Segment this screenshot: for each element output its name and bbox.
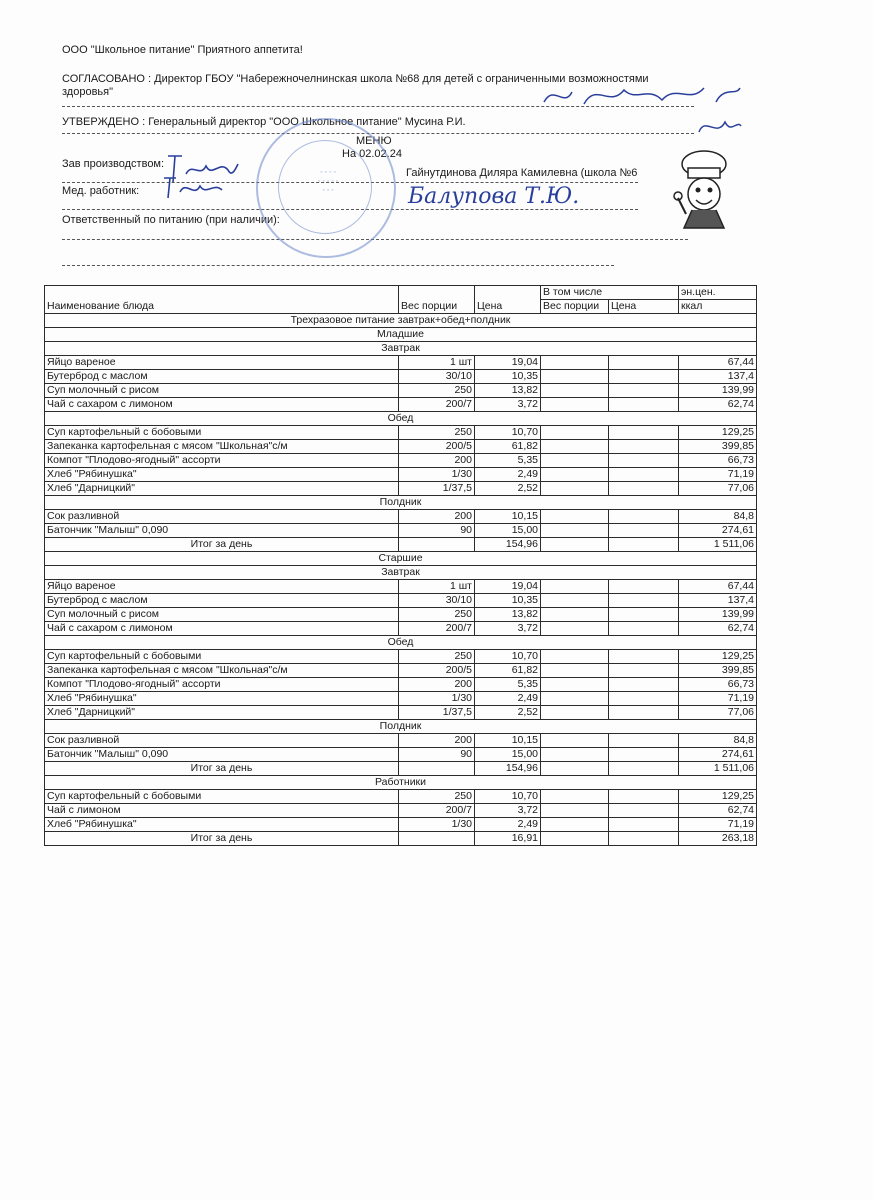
portion-weight: 200/5: [399, 664, 475, 678]
col-incl-header: В том числе: [541, 286, 679, 300]
energy-value: 71,19: [679, 818, 757, 832]
energy-value: 71,19: [679, 468, 757, 482]
incl-weight: [541, 818, 609, 832]
total-row: [45, 762, 757, 776]
table-row: [45, 440, 757, 454]
price: 3,72: [475, 398, 541, 412]
incl-price: [609, 608, 679, 622]
price: 10,70: [475, 650, 541, 664]
portion-weight: 200: [399, 734, 475, 748]
energy-value: 129,25: [679, 790, 757, 804]
incl-weight: [541, 762, 609, 776]
approved-signature-line: [62, 133, 694, 134]
incl-weight: [541, 622, 609, 636]
price: 2,49: [475, 818, 541, 832]
incl-weight: [541, 664, 609, 678]
energy-value: 77,06: [679, 482, 757, 496]
dish-name: Яйцо вареное: [45, 580, 399, 594]
incl-price: [609, 622, 679, 636]
incl-weight: [541, 454, 609, 468]
incl-price: [609, 524, 679, 538]
price: 154,96: [475, 762, 541, 776]
portion-weight: 90: [399, 748, 475, 762]
dish-name: Чай с сахаром с лимоном: [45, 398, 399, 412]
col-incl-price-header: Цена: [609, 300, 679, 314]
section-row: [45, 496, 757, 510]
section-label: Старшие: [45, 552, 757, 566]
table-row: [45, 398, 757, 412]
incl-price: [609, 818, 679, 832]
table-row: [45, 608, 757, 622]
dish-name: Чай с сахаром с лимоном: [45, 622, 399, 636]
price: 10,15: [475, 510, 541, 524]
energy-value: 399,85: [679, 664, 757, 678]
energy-value: 84,8: [679, 734, 757, 748]
portion-weight: 250: [399, 384, 475, 398]
incl-price: [609, 692, 679, 706]
table-row: [45, 818, 757, 832]
head-name: Гайнутдинова Диляра Камилевна (школа №6: [406, 167, 638, 179]
price: 10,70: [475, 426, 541, 440]
portion-weight: 1/30: [399, 692, 475, 706]
incl-weight: [541, 524, 609, 538]
table-row: [45, 748, 757, 762]
section-label: Завтрак: [45, 566, 757, 580]
table-row: [45, 664, 757, 678]
section-row: [45, 412, 757, 426]
table-row: [45, 384, 757, 398]
menu-title: МЕНЮ: [356, 135, 392, 147]
incl-weight: [541, 804, 609, 818]
incl-price: [609, 650, 679, 664]
section-label: Полдник: [45, 720, 757, 734]
table-row: [45, 510, 757, 524]
portion-weight: [399, 538, 475, 552]
table-row: [45, 650, 757, 664]
incl-price: [609, 594, 679, 608]
approved-line: УТВЕРЖДЕНО : Генеральный директор "ООО Школьное питание" Мусина Р.И.: [62, 116, 466, 128]
dish-name: Яйцо вареное: [45, 356, 399, 370]
incl-weight: [541, 734, 609, 748]
dish-name: Сок разливной: [45, 734, 399, 748]
incl-price: [609, 538, 679, 552]
dish-name: Компот "Плодово-ягодный" ассорти: [45, 678, 399, 692]
table-row: [45, 482, 757, 496]
company-line: ООО "Школьное питание" Приятного аппетита!: [62, 44, 303, 56]
col-energy-unit: ккал: [679, 300, 757, 314]
energy-value: 137,4: [679, 594, 757, 608]
table-row: [45, 356, 757, 370]
price: 13,82: [475, 384, 541, 398]
energy-value: 62,74: [679, 398, 757, 412]
dish-name: Батончик "Малыш" 0,090: [45, 748, 399, 762]
section-label: Младшие: [45, 328, 757, 342]
energy-value: 71,19: [679, 692, 757, 706]
portion-weight: 1 шт: [399, 580, 475, 594]
section-label: Полдник: [45, 496, 757, 510]
portion-weight: 250: [399, 650, 475, 664]
energy-value: 62,74: [679, 622, 757, 636]
incl-price: [609, 426, 679, 440]
dish-name: Суп картофельный с бобовыми: [45, 790, 399, 804]
portion-weight: 250: [399, 426, 475, 440]
col-price-header: Цена: [475, 286, 541, 314]
incl-weight: [541, 538, 609, 552]
incl-weight: [541, 370, 609, 384]
total-label: Итог за день: [45, 538, 399, 552]
dish-name: Суп картофельный с бобовыми: [45, 650, 399, 664]
incl-weight: [541, 692, 609, 706]
price: 13,82: [475, 608, 541, 622]
energy-value: 1 511,06: [679, 538, 757, 552]
energy-value: 137,4: [679, 370, 757, 384]
incl-price: [609, 384, 679, 398]
incl-weight: [541, 468, 609, 482]
price: 16,91: [475, 832, 541, 846]
table-row: [45, 790, 757, 804]
energy-value: 139,99: [679, 384, 757, 398]
section-label: Завтрак: [45, 342, 757, 356]
price: 2,52: [475, 482, 541, 496]
responsible-signature-line: [62, 239, 688, 240]
portion-weight: [399, 832, 475, 846]
price: 15,00: [475, 524, 541, 538]
portion-weight: [399, 762, 475, 776]
dish-name: Хлеб "Рябинушка": [45, 692, 399, 706]
price: 10,35: [475, 370, 541, 384]
portion-weight: 1/30: [399, 818, 475, 832]
price: 2,49: [475, 468, 541, 482]
table-title-row: [45, 314, 757, 328]
table-row: [45, 580, 757, 594]
incl-weight: [541, 650, 609, 664]
extra-signature-line: [62, 265, 614, 266]
incl-price: [609, 370, 679, 384]
dish-name: Суп молочный с рисом: [45, 384, 399, 398]
incl-price: [609, 706, 679, 720]
table-row: [45, 524, 757, 538]
table-row: [45, 370, 757, 384]
table-row: [45, 622, 757, 636]
incl-price: [609, 468, 679, 482]
price: 5,35: [475, 678, 541, 692]
price: 2,52: [475, 706, 541, 720]
portion-weight: 250: [399, 790, 475, 804]
price: 15,00: [475, 748, 541, 762]
incl-weight: [541, 608, 609, 622]
energy-value: 67,44: [679, 356, 757, 370]
table-row: [45, 706, 757, 720]
energy-value: 139,99: [679, 608, 757, 622]
total-label: Итог за день: [45, 762, 399, 776]
incl-price: [609, 664, 679, 678]
portion-weight: 200: [399, 454, 475, 468]
portion-weight: 30/10: [399, 594, 475, 608]
price: 2,49: [475, 692, 541, 706]
table-header-row: [45, 286, 757, 300]
energy-value: 84,8: [679, 510, 757, 524]
section-row: [45, 342, 757, 356]
incl-price: [609, 398, 679, 412]
portion-weight: 1 шт: [399, 356, 475, 370]
energy-value: 263,18: [679, 832, 757, 846]
dish-name: Компот "Плодово-ягодный" ассорти: [45, 454, 399, 468]
portion-weight: 30/10: [399, 370, 475, 384]
energy-value: 399,85: [679, 440, 757, 454]
price: 10,15: [475, 734, 541, 748]
dish-name: Суп молочный с рисом: [45, 608, 399, 622]
dish-name: Суп картофельный с бобовыми: [45, 426, 399, 440]
dish-name: Запеканка картофельная с мясом "Школьная"с/м: [45, 440, 399, 454]
medic-initial-signature: [158, 172, 226, 204]
section-row: [45, 720, 757, 734]
portion-weight: 1/30: [399, 468, 475, 482]
energy-value: 62,74: [679, 804, 757, 818]
incl-weight: [541, 594, 609, 608]
price: 10,35: [475, 594, 541, 608]
incl-weight: [541, 510, 609, 524]
incl-price: [609, 832, 679, 846]
col-energy-header: эн.цен.: [679, 286, 757, 300]
medic-signature: Балупова Т.Ю.: [408, 184, 580, 209]
incl-price: [609, 356, 679, 370]
incl-weight: [541, 356, 609, 370]
incl-weight: [541, 678, 609, 692]
table-row: [45, 804, 757, 818]
dish-name: Бутерброд с маслом: [45, 594, 399, 608]
energy-value: 274,61: [679, 524, 757, 538]
table-row: [45, 426, 757, 440]
price: 5,35: [475, 454, 541, 468]
medic-label: Мед. работник:: [62, 185, 140, 197]
portion-weight: 250: [399, 608, 475, 622]
energy-value: 274,61: [679, 748, 757, 762]
incl-weight: [541, 440, 609, 454]
table-row: [45, 468, 757, 482]
agreed-continuation: здоровья": [62, 86, 114, 98]
portion-weight: 200: [399, 510, 475, 524]
portion-weight: 1/37,5: [399, 706, 475, 720]
col-name-header: Наименование блюда: [45, 286, 399, 314]
price: 154,96: [475, 538, 541, 552]
dish-name: Батончик "Малыш" 0,090: [45, 524, 399, 538]
section-label: Обед: [45, 412, 757, 426]
energy-value: 67,44: [679, 580, 757, 594]
incl-price: [609, 762, 679, 776]
menu-table: [44, 285, 757, 846]
price: 61,82: [475, 664, 541, 678]
incl-price: [609, 482, 679, 496]
col-weight-header: Вес порции: [399, 286, 475, 314]
dish-name: Хлеб "Рябинушка": [45, 468, 399, 482]
incl-price: [609, 580, 679, 594]
total-row: [45, 832, 757, 846]
portion-weight: 200/7: [399, 804, 475, 818]
incl-weight: [541, 580, 609, 594]
table-title: Трехразовое питание завтрак+обед+полдник: [45, 314, 757, 328]
price: 61,82: [475, 440, 541, 454]
director-signature: [540, 78, 745, 112]
incl-price: [609, 790, 679, 804]
energy-value: 66,73: [679, 454, 757, 468]
portion-weight: 90: [399, 524, 475, 538]
section-row: [45, 776, 757, 790]
incl-price: [609, 748, 679, 762]
portion-weight: 200: [399, 678, 475, 692]
incl-weight: [541, 790, 609, 804]
responsible-label: Ответственный по питанию (при наличии):: [62, 214, 280, 226]
energy-value: 1 511,06: [679, 762, 757, 776]
section-row: [45, 566, 757, 580]
agreed-line: СОГЛАСОВАНО : Директор ГБОУ "Набережночелнинская школа №68 для детей с ограниченными возможностями: [62, 73, 649, 85]
section-row: [45, 552, 757, 566]
price: 3,72: [475, 804, 541, 818]
col-incl-weight-header: Вес порции: [541, 300, 609, 314]
total-label: Итог за день: [45, 832, 399, 846]
dish-name: Хлеб "Рябинушка": [45, 818, 399, 832]
dish-name: Бутерброд с маслом: [45, 370, 399, 384]
portion-weight: 200/7: [399, 398, 475, 412]
dish-name: Хлеб "Дарницкий": [45, 482, 399, 496]
incl-weight: [541, 384, 609, 398]
approval-signature: [695, 112, 743, 142]
price: 19,04: [475, 356, 541, 370]
table-row: [45, 678, 757, 692]
incl-weight: [541, 748, 609, 762]
price: 19,04: [475, 580, 541, 594]
incl-weight: [541, 482, 609, 496]
incl-weight: [541, 706, 609, 720]
energy-value: 66,73: [679, 678, 757, 692]
portion-weight: 200/5: [399, 440, 475, 454]
incl-price: [609, 454, 679, 468]
dish-name: Чай с лимоном: [45, 804, 399, 818]
incl-weight: [541, 832, 609, 846]
incl-weight: [541, 426, 609, 440]
table-row: [45, 454, 757, 468]
section-label: Работники: [45, 776, 757, 790]
price: 3,72: [475, 622, 541, 636]
section-label: Обед: [45, 636, 757, 650]
section-row: [45, 328, 757, 342]
incl-price: [609, 678, 679, 692]
dish-name: Сок разливной: [45, 510, 399, 524]
incl-price: [609, 510, 679, 524]
energy-value: 129,25: [679, 426, 757, 440]
table-row: [45, 692, 757, 706]
dish-name: Хлеб "Дарницкий": [45, 706, 399, 720]
table-row: [45, 594, 757, 608]
portion-weight: 200/7: [399, 622, 475, 636]
section-row: [45, 636, 757, 650]
dish-name: Запеканка картофельная с мясом "Школьная"с/м: [45, 664, 399, 678]
incl-price: [609, 440, 679, 454]
incl-price: [609, 734, 679, 748]
portion-weight: 1/37,5: [399, 482, 475, 496]
incl-weight: [541, 398, 609, 412]
price: 10,70: [475, 790, 541, 804]
energy-value: 129,25: [679, 650, 757, 664]
menu-date: На 02.02.24: [342, 148, 402, 160]
incl-price: [609, 804, 679, 818]
total-row: [45, 538, 757, 552]
chef-mascot-icon: [672, 148, 736, 238]
round-stamp: ◦ ◦ ◦ ◦ ◦ ◦ ◦ ◦ ◦ ◦ ◦ ◦: [256, 118, 396, 258]
head-label: Зав производством:: [62, 158, 165, 170]
table-row: [45, 734, 757, 748]
energy-value: 77,06: [679, 706, 757, 720]
